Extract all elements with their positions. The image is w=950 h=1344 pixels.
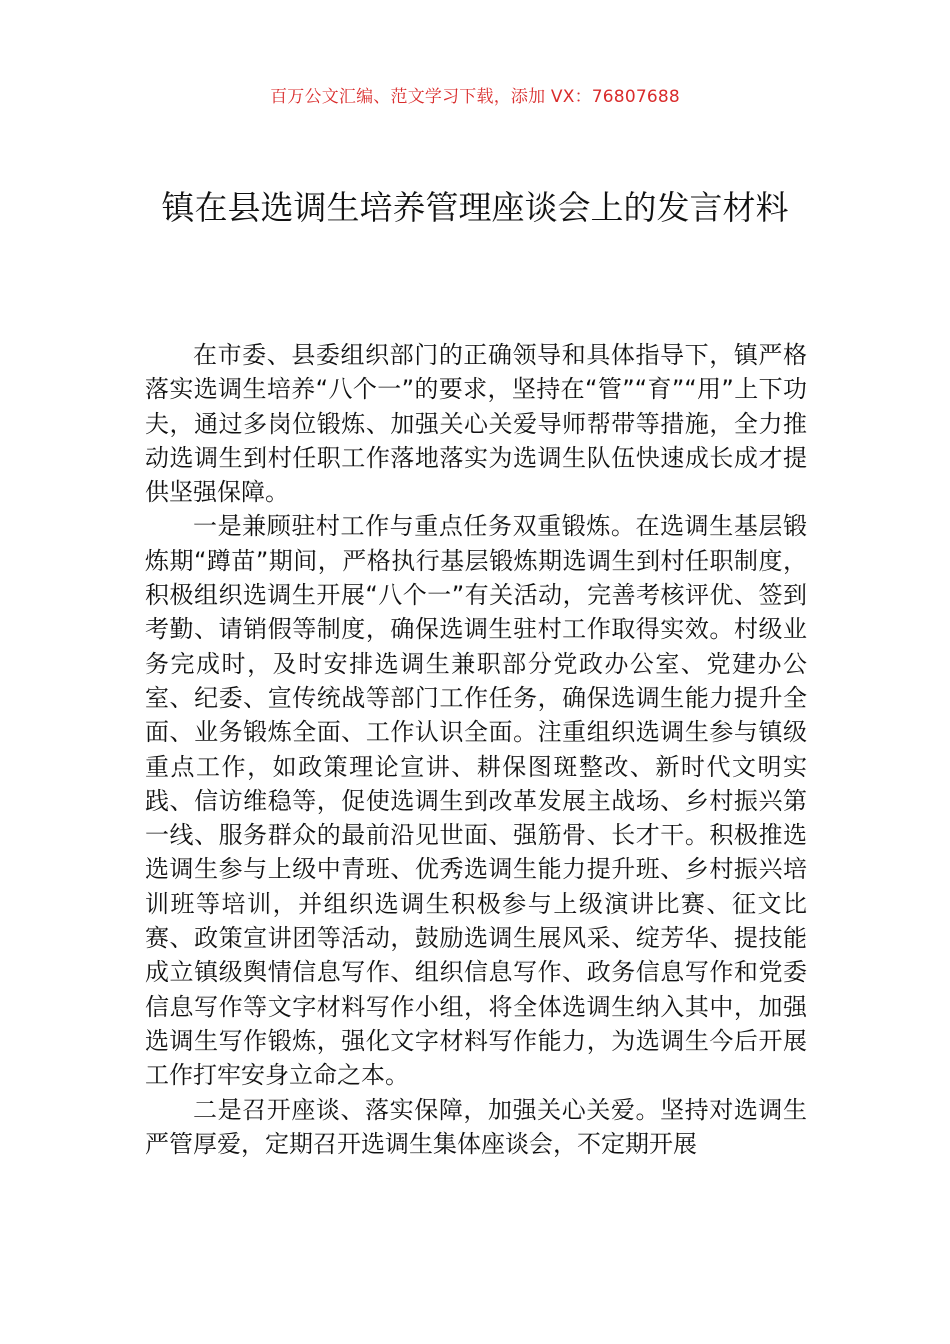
paragraph-intro: 在市委、县委组织部门的正确领导和具体指导下，镇严格落实选调生培养“八个一”的要求，坚持在“管”“育”“用”上下功夫，通过多岗位锻炼、加强关心关爱导师帮带等措施，全力推动选调生到村任职工作落地落实为选调生队伍快速成长成才提供坚强保障。	[145, 341, 807, 507]
paragraph-section-one: 一是兼顾驻村工作与重点任务双重锻炼。在选调生基层锻炼期“蹲苗”期间，严格执行基层锻炼期选调生到村任职制度，积极组织选调生开展“八个一”有关活动，完善考核评优、签到考勤、请销假等制度，确保选调生驻村工作取得实效。村级业务完成时，及时安排选调生兼职部分党政办公室、党建办公室、纪委、宣传统战等部门工作任务，确保选调生能力提升全面、业务锻炼全面、工作认识全面。注重组织选调生参与镇级重点工作，如政策理论宣讲、耕保图斑整改、新时代文明实践、信访维稳等，促使选调生到改革发展主战场、乡村振兴第一线、服务群众的最前沿见世面、强筋骨、长才干。积极推选选调生参与上级中青班、优秀选调生能力提升班、乡村振兴培训班等培训，并组织选调生积极参与上级演讲比赛、征文比赛、政策宣讲团等活动，鼓励选调生展风采、绽芳华、提技能成立镇级舆情信息写作、组织信息写作、政务信息写作和党委信息写作等文字材料写作小组，将全体选调生纳入其中，加强选调生写作锻炼，强化文字材料写作能力，为选调生今后开展工作打牢安身立命之本。	[145, 512, 807, 1090]
header-watermark-note: 百万公文汇编、范文学习下载，添加 VX：76807688	[270, 87, 680, 107]
document-title: 镇在县选调生培养管理座谈会上的发言材料	[161, 188, 789, 227]
paragraph-section-two: 二是召开座谈、落实保障，加强关心关爱。坚持对选调生严管厚爱，定期召开选调生集体座谈会，不定期开展	[145, 1095, 807, 1158]
document-body	[145, 338, 807, 1161]
